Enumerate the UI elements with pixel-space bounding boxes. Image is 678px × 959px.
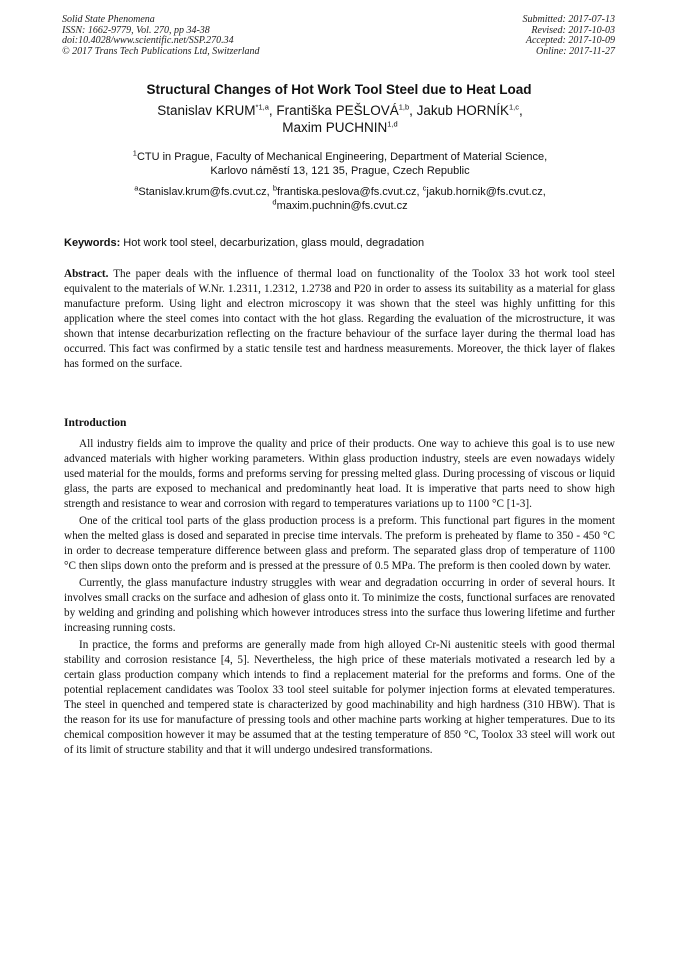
affiliation-line-1: CTU in Prague, Faculty of Mechanical Engineering, Department of Material Science, xyxy=(136,151,548,163)
affiliation-mark: 1 xyxy=(132,148,137,158)
paragraph: Currently, the glass manufacture industry struggles with wear and degradation occurring in order of several hours. It involves small cracks on the surface and adhesion of glass onto it. To minimize the costs, functional surfaces are renovated by welding and grinding and polishing which however introduces stress into the surface thus lowering lifetime and further increasing running costs. xyxy=(64,577,615,634)
journal-header-left xyxy=(62,15,260,57)
author-affiliation-mark: 1,b xyxy=(398,102,410,112)
submitted-date: Submitted: 2017-07-13 xyxy=(522,14,615,25)
email-mark: c xyxy=(422,183,427,193)
paragraph: All industry fields aim to improve the quality and price of their products. One way to achieve this goal is to use new advanced materials with higher working parameters. Within glass production industry, steels are even nowadays widely used material for the moulds, forms and preforms serving for pressing melted glass. During processing of viscous or liquid glass, the parts are exposed to mechanical and predominantly heat load. It is imperative that parts need to show high strength and resistance to wear and corrosion with regard to temperatures variations up to 1100 °C [1-3]. xyxy=(64,438,615,510)
keywords-text: Hot work tool steel, decarburization, glass mould, degradation xyxy=(120,237,425,249)
email-mark: a xyxy=(134,183,139,193)
abstract-label: Abstract. xyxy=(64,268,109,280)
author-affiliation-mark: 1,d xyxy=(387,119,398,129)
abstract-text: The paper deals with the influence of thermal load on functionality of the Toolox 33 hot work tool steel equivalent to the materials of W.Nr. 1.2311, 1.2312, 1.2738 and P20 in order to assess its suitability as a material for glass manufacture preform. Using light and electron microscopy it was shown that the steel was highly unfitting for this application where the steel comes into contact with the hot glass. Regarding the evaluation of the microstructure, it was shown that intense decarburization reflecting on the fracture behaviour of the surface layer during the thermal load has occurred. This fact was confirmed by a static tensile test and hardness measurements. Moreover, the thick layer of flakes has formed on the surface. xyxy=(64,268,615,370)
author-affiliation-mark: 1,c xyxy=(508,102,519,112)
affiliation xyxy=(60,150,620,178)
keywords xyxy=(64,236,616,250)
email-address: maxim.puchnin@fs.cvut.cz xyxy=(276,200,408,212)
email-address: Stanislav.krum@fs.cvut.cz, xyxy=(138,186,273,198)
online-date: Online: 2017-11-27 xyxy=(536,45,615,57)
introduction-heading: Introduction xyxy=(64,417,127,429)
email-mark: d xyxy=(272,197,277,207)
paper-title: Structural Changes of Hot Work Tool Steel due to Heat Load xyxy=(146,82,532,97)
author-list xyxy=(70,102,610,136)
revised-date: Revised: 2017-10-03 xyxy=(531,24,615,36)
email-address: frantiska.peslova@fs.cvut.cz, xyxy=(276,186,423,198)
copyright-line: © 2017 Trans Tech Publications Ltd, Switzerland xyxy=(62,45,260,57)
email-address: jakub.hornik@fs.cvut.cz, xyxy=(426,186,546,198)
author-emails xyxy=(60,185,620,213)
affiliation-line-2: Karlovo náměstí 13, 121 35, Prague, Czech Republic xyxy=(210,165,470,177)
keywords-label: Keywords: xyxy=(64,237,121,249)
introduction-body xyxy=(64,437,615,760)
issn-line: ISSN: 1662-9779, Vol. 270, pp 34-38 xyxy=(62,24,210,36)
doi-line: doi:10.4028/www.scientific.net/SSP.270.34 xyxy=(62,35,234,47)
author-name: Jakub HORNÍK xyxy=(416,103,509,118)
paragraph: In practice, the forms and preforms are generally made from high alloyed Cr-Ni austenitic steels with good thermal stability and corrosion resistance [4, 5]. Nevertheless, the high price of these materials motivated a research led by a certain glass production company which intends to find a replacement material for the preforms and forms. One of the potential replacement candidates was Toolox 33 tool steel suitable for polymer injection forms at elevated temperatures. The steel in quenched and tempered state is characterized by good machinability and high hardness (310 HBW). That is the reason for its use for manufacture of pressing tools and other machine parts working at higher temperatures. Due to its chemical composition however it may be assumed that at the testing temperature of 850 °C, Toolox 33 steel will work out of its limit of structure stability and that it will undergo undesired transformations. xyxy=(64,639,615,756)
author-separator: , xyxy=(268,103,277,118)
paragraph: One of the critical tool parts of the glass production process is a preform. This functional part figures in the moment when the melted glass is dosed and separated in precise time intervals. The preform is preheated by flame to 350 - 450 °C in order to decrease temperature difference between glass and preform. The separated glass drop of temperature of 1100 °C then slips down onto the preform and is pressed at the pressure of 0.5 MPa. The preform is then cooled down by water. xyxy=(64,515,615,572)
email-mark: b xyxy=(272,183,277,193)
journal-name: Solid State Phenomena xyxy=(62,14,155,25)
abstract xyxy=(64,267,615,372)
author-name: Františka PEŠLOVÁ xyxy=(276,103,399,118)
accepted-date: Accepted: 2017-10-09 xyxy=(525,35,615,47)
journal-header-right xyxy=(523,15,616,57)
author-separator: , xyxy=(518,103,523,118)
author-separator: , xyxy=(409,103,417,118)
author-affiliation-mark: *1,a xyxy=(255,102,269,112)
author-name: Maxim PUCHNIN xyxy=(282,120,388,135)
author-name: Stanislav KRUM xyxy=(157,103,256,118)
